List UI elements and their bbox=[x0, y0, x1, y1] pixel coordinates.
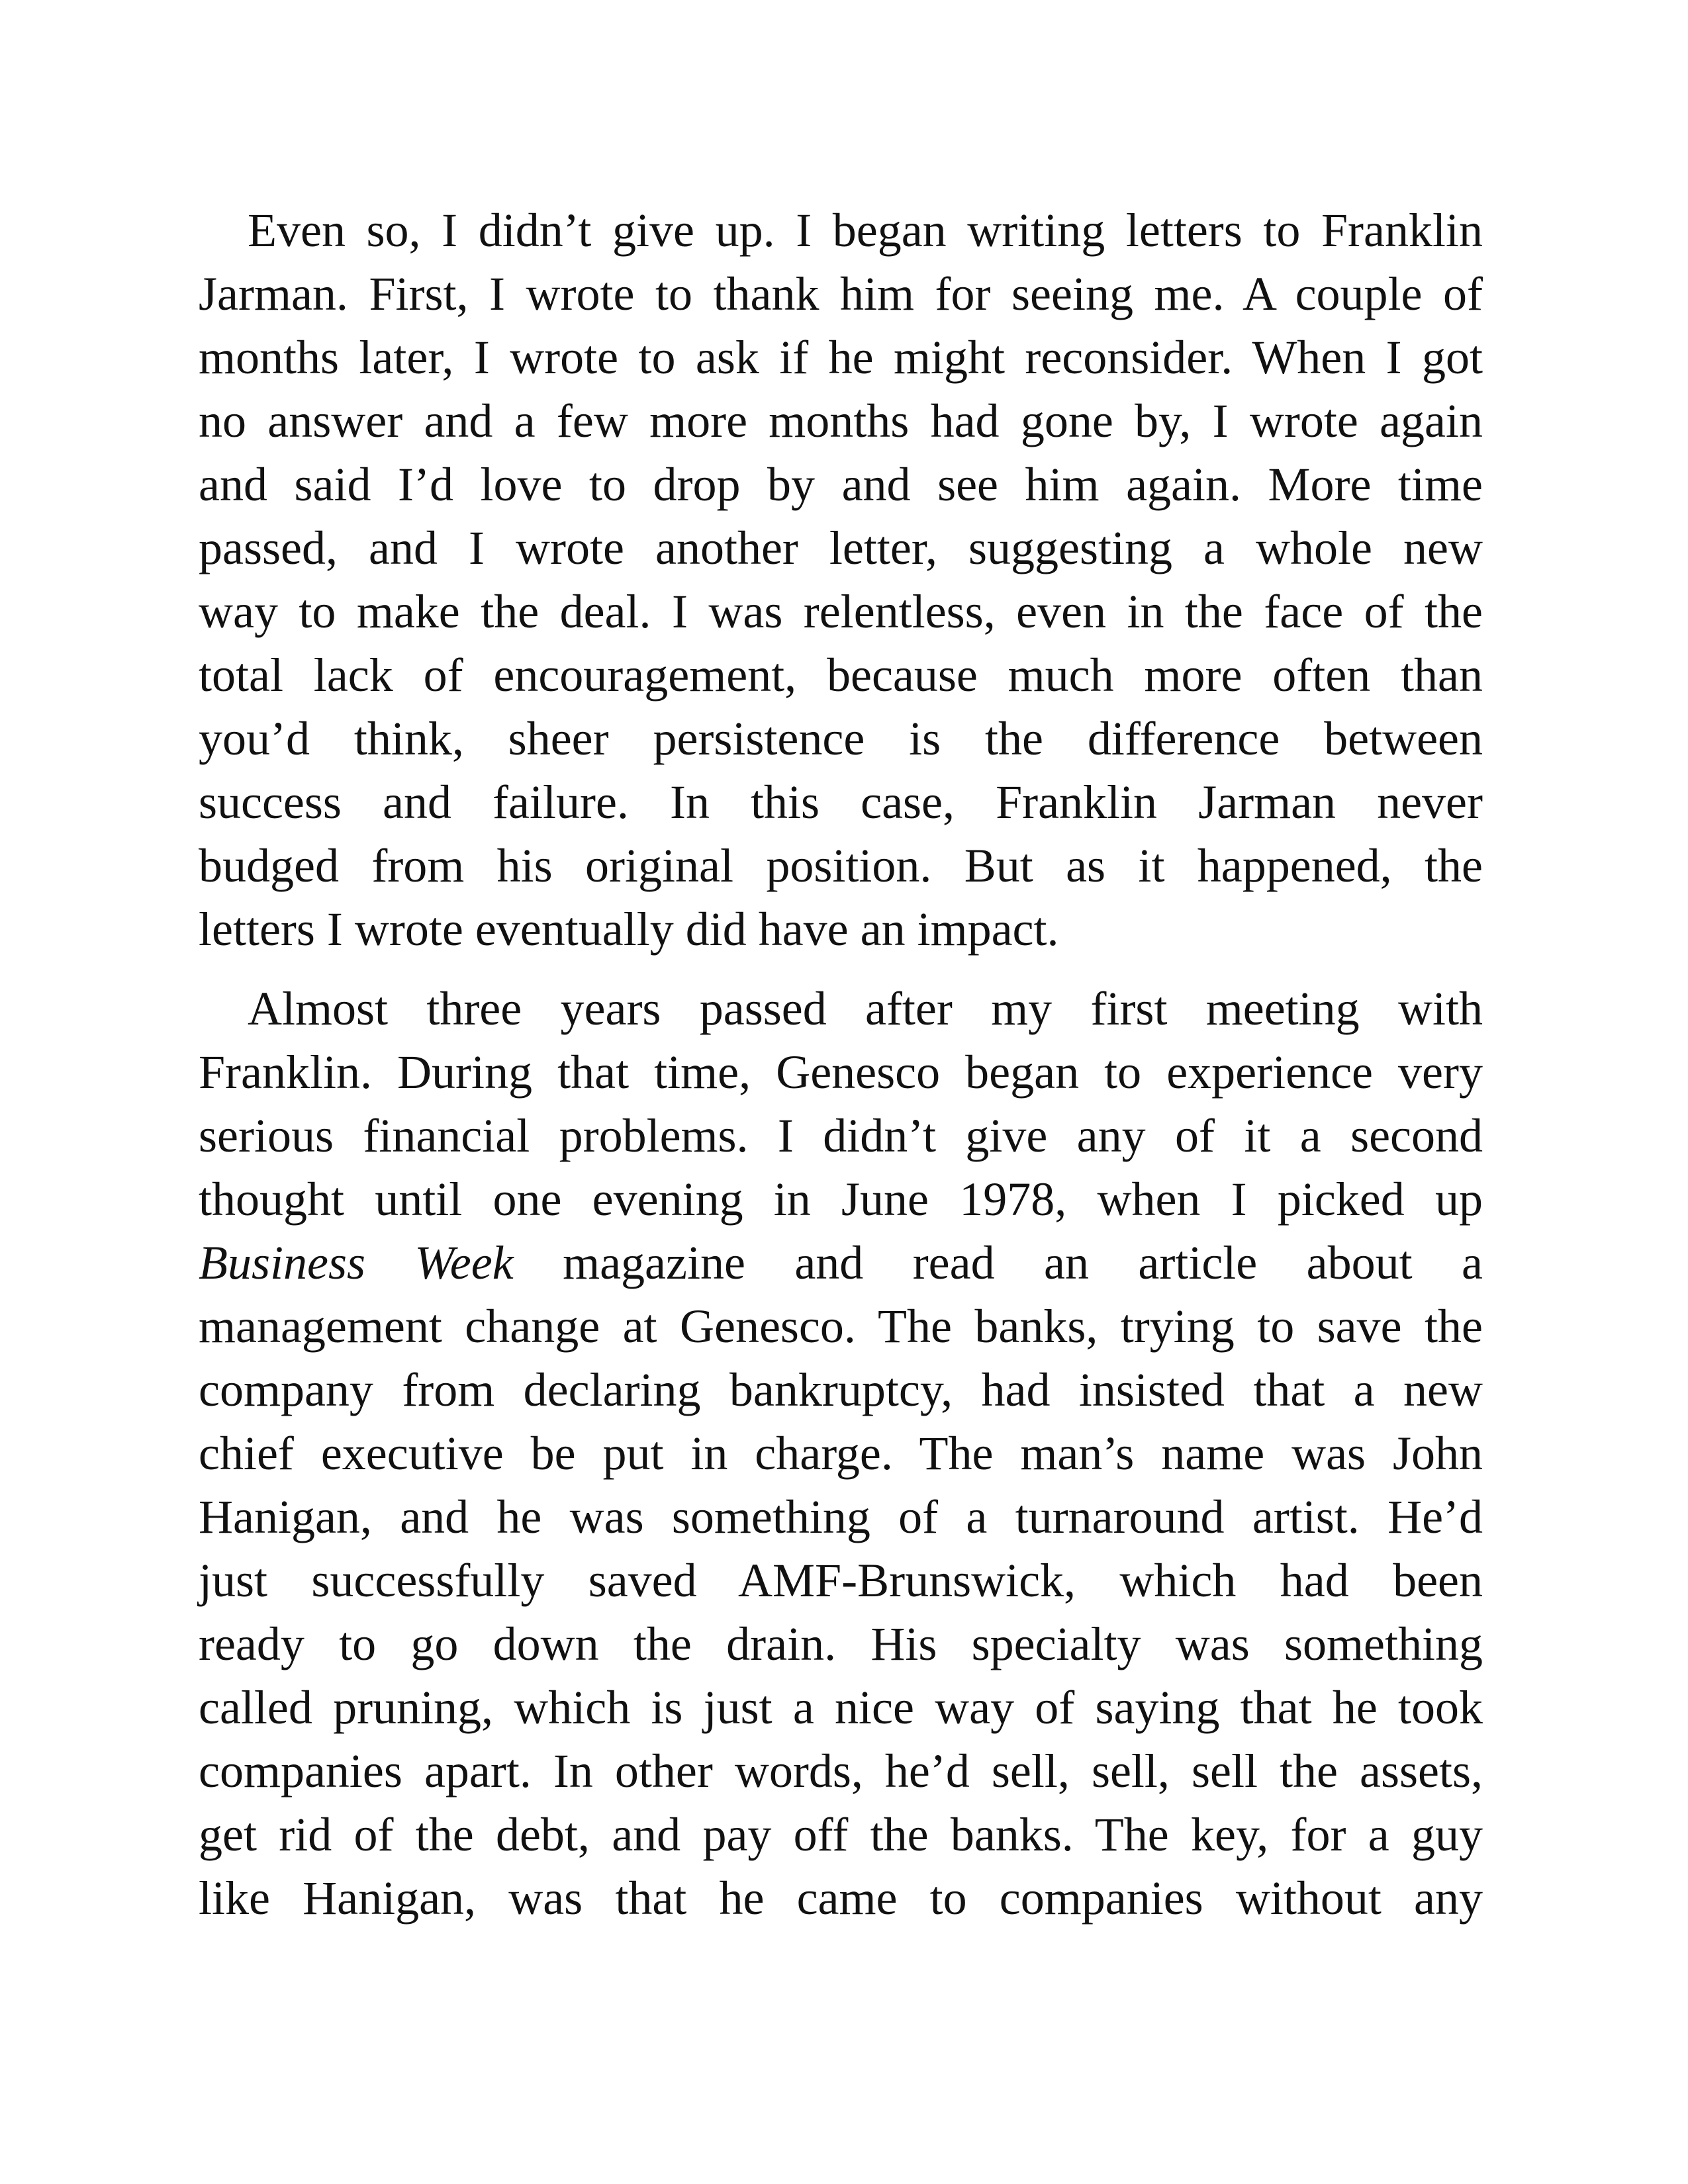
paragraph-2-line-3: serious financial problems. I didn’t give any of it a second bbox=[199, 1109, 1483, 1162]
paragraph-2 bbox=[199, 977, 1483, 1930]
paragraph-1-line-9: you’d think, sheer persistence is the difference between bbox=[199, 712, 1483, 765]
magazine-title: Business Week bbox=[199, 1236, 514, 1289]
paragraph-2-line-11: ready to go down the drain. His specialty was something bbox=[199, 1617, 1483, 1670]
paragraph-2-line-4: thought until one evening in June 1978, when I picked up bbox=[199, 1173, 1483, 1226]
paragraph-2-line-8: chief executive be put in charge. The man’s name was John bbox=[199, 1427, 1483, 1480]
paragraph-1-line-10: success and failure. In this case, Franklin Jarman never bbox=[199, 776, 1483, 829]
paragraph-2-line-12: called pruning, which is just a nice way of saying that he took bbox=[199, 1681, 1483, 1734]
paragraph-spacer bbox=[199, 961, 1483, 977]
paragraph-1-line-1: Even so, I didn’t give up. I began writing letters to Franklin bbox=[248, 204, 1483, 257]
paragraph-1-line-12: letters I wrote eventually did have an impact. bbox=[199, 903, 1059, 956]
paragraph-1 bbox=[199, 199, 1483, 961]
paragraph-2-line-13: companies apart. In other words, he’d sell, sell, sell the assets, bbox=[199, 1745, 1483, 1797]
paragraph-1-line-5: and said I’d love to drop by and see him again. More time bbox=[199, 458, 1483, 511]
paragraph-2-line-1: Almost three years passed after my first meeting with bbox=[248, 982, 1483, 1035]
paragraph-2-line-5 bbox=[199, 1231, 1483, 1295]
paragraph-1-line-6: passed, and I wrote another letter, suggesting a whole new bbox=[199, 522, 1483, 574]
paragraph-2-line-15: like Hanigan, was that he came to companies without any bbox=[199, 1872, 1483, 1925]
paragraph-1-line-8: total lack of encouragement, because much more often than bbox=[199, 649, 1483, 702]
paragraph-2-line-14: get rid of the debt, and pay off the banks. The key, for a guy bbox=[199, 1808, 1483, 1861]
body-text bbox=[199, 199, 1483, 1930]
paragraph-1-line-11: budged from his original position. But as it happened, the bbox=[199, 839, 1483, 892]
paragraph-2-line-9: Hanigan, and he was something of a turnaround artist. He’d bbox=[199, 1490, 1483, 1543]
paragraph-1-line-4: no answer and a few more months had gone by, I wrote again bbox=[199, 394, 1483, 447]
paragraph-1-line-7: way to make the deal. I was relentless, even in the face of the bbox=[199, 585, 1483, 638]
paragraph-1-line-2: Jarman. First, I wrote to thank him for seeing me. A couple of bbox=[199, 267, 1483, 320]
paragraph-2-line-2: Franklin. During that time, Genesco began to experience very bbox=[199, 1046, 1483, 1099]
paragraph-1-line-3: months later, I wrote to ask if he might reconsider. When I got bbox=[199, 331, 1483, 384]
paragraph-2-line-10: just successfully saved AMF-Brunswick, which had been bbox=[199, 1554, 1483, 1607]
paragraph-2-line-7: company from declaring bankruptcy, had insisted that a new bbox=[199, 1363, 1483, 1416]
paragraph-2-line-5-rest: magazine and read an article about a bbox=[513, 1236, 1483, 1289]
paragraph-2-line-6: management change at Genesco. The banks, trying to save the bbox=[199, 1300, 1483, 1353]
